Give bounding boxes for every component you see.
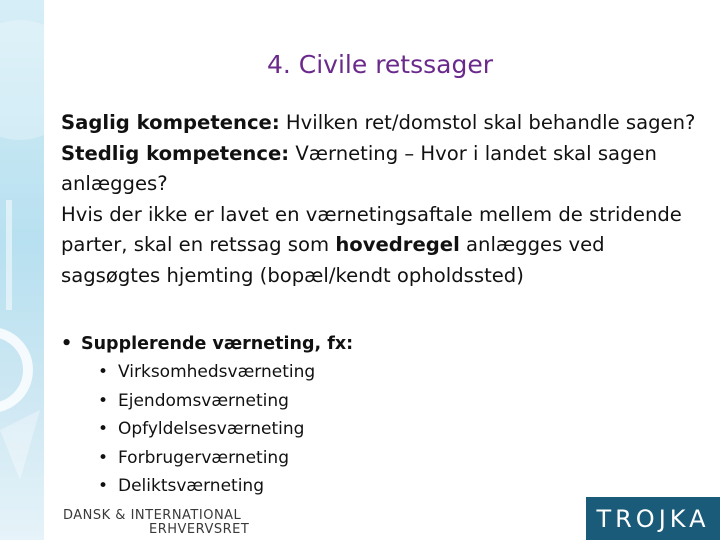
bullet-dot: • (98, 447, 109, 468)
bullet-list (61, 330, 353, 501)
brand-logo (586, 497, 720, 540)
sidebar-artwork-icon (0, 0, 44, 540)
footer-logo-line1: DANSK & INTERNATIONAL (63, 508, 242, 523)
list-item (98, 472, 353, 501)
list-item-text: Forbrugerværneting (118, 447, 289, 468)
list-item-text: Virksomhedsværneting (118, 362, 316, 382)
paragraph-hovedregel (61, 200, 701, 292)
paragraph-saglig (61, 108, 701, 139)
footer-logo (63, 509, 249, 537)
slide-body (61, 108, 701, 291)
paragraph-saglig-text: Hvilken ret/domstol skal behandle sagen? (279, 111, 696, 134)
paragraph-stedlig (61, 139, 701, 200)
list-item-text: Ejendomsværneting (118, 390, 289, 411)
list-item (98, 415, 353, 444)
bullet-dot: • (61, 334, 73, 354)
decorative-sidebar (0, 0, 44, 540)
paragraph-saglig-label: Saglig kompetence: (61, 111, 280, 134)
list-item-text: Opfyldelsesværneting (118, 419, 305, 439)
bullet-heading-text: Supplerende værneting, fx: (81, 334, 354, 354)
paragraph-hovedregel-post: anlægges ved sagsøgtes hjemting (bopæl/kendt opholdssted) (61, 233, 605, 287)
bullet-dot: • (98, 476, 109, 496)
list-item-text: Deliktsværneting (118, 476, 264, 496)
list-item (98, 387, 353, 416)
list-item (98, 444, 353, 473)
bullet-heading (61, 330, 353, 358)
page-title: 4. Civile retssager (266, 50, 494, 79)
paragraph-stedlig-text: Værneting – Hvor i landet skal sagen anlægges? (61, 141, 657, 195)
bullet-dot: • (98, 419, 109, 439)
bullet-dot: • (98, 390, 109, 411)
paragraph-stedlig-label: Stedlig kompetence: (61, 141, 290, 165)
brand-logo-text: TROJKA (596, 504, 710, 533)
bullet-dot: • (98, 362, 109, 382)
list-item (98, 358, 353, 387)
paragraph-hovedregel-bold: hovedregel (335, 233, 460, 256)
footer-logo-line2: ERHVERVSRET (149, 522, 250, 537)
paragraph-hovedregel-pre: Hvis der ikke er lavet en værnetingsaftale mellem de stridende parter, skal en retssag som (61, 202, 682, 256)
